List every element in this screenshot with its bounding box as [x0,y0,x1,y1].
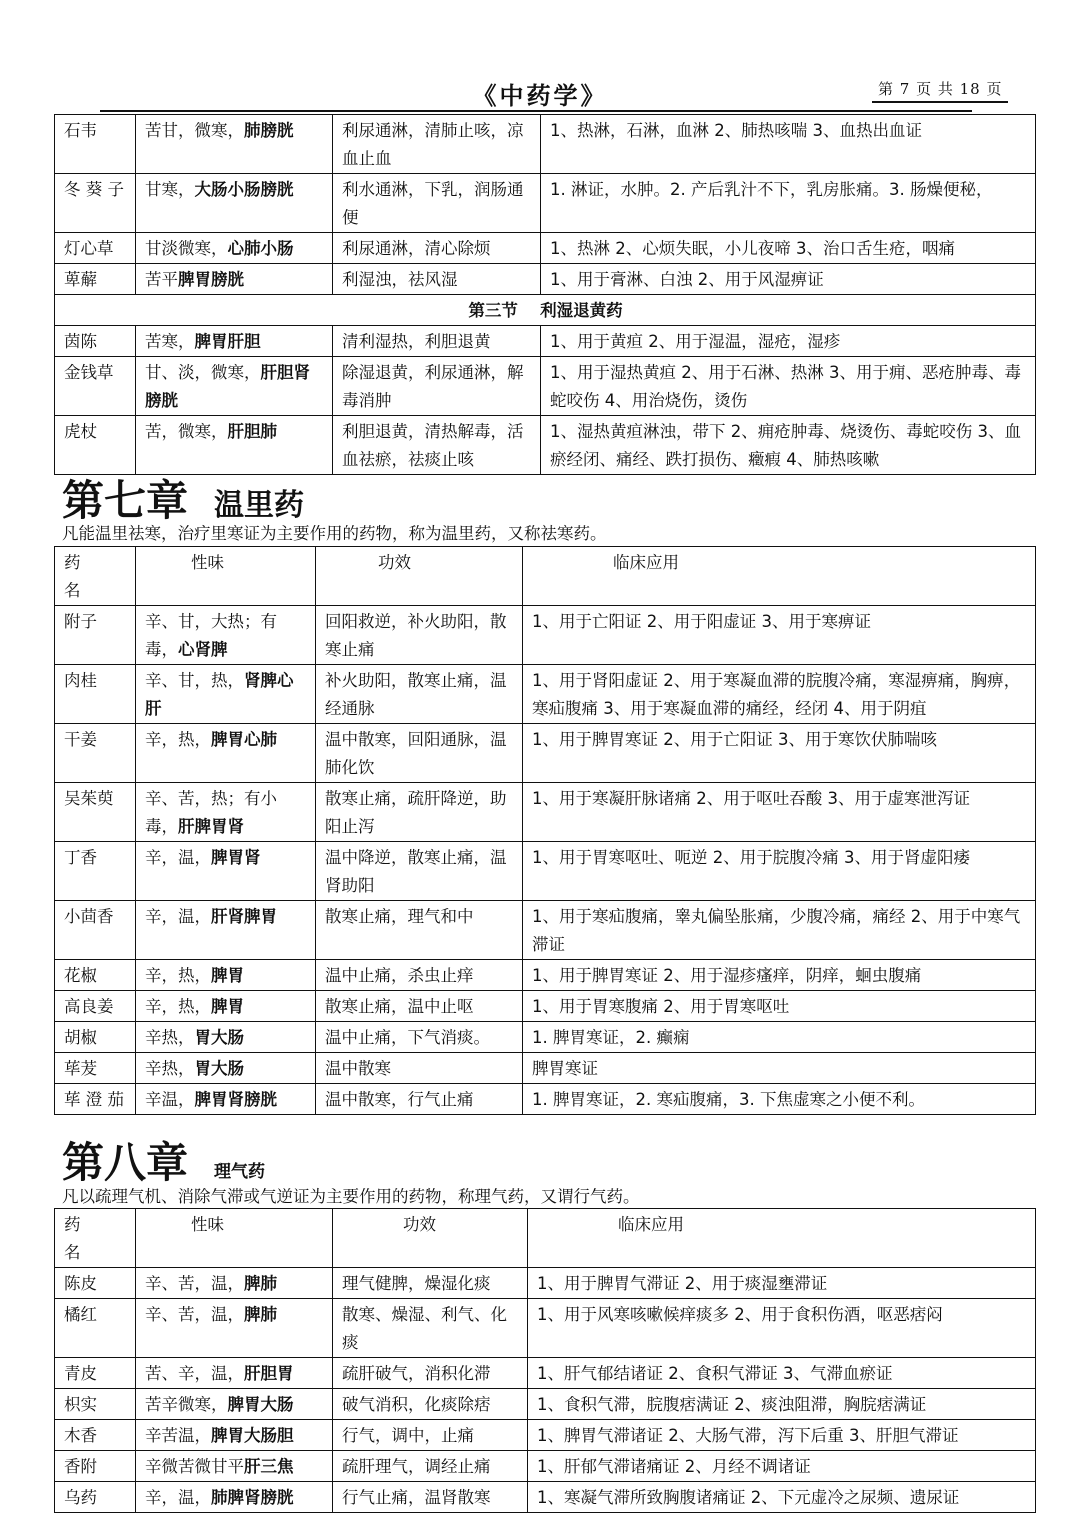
usage-cell [541,233,1036,264]
taste-text: 辛、甘，热， [145,671,244,690]
chapter-8-subtitle: 理气药 [214,1162,266,1182]
usage-text: 1、用于肾阳虚证 2、用于寒凝血滞的脘腹冷痛，寒湿痹痛，胸痹，寒疝腹痛 3、用于寒凝血滞的痛经，经闭 4、用于阴疽 [532,671,1021,718]
effect-cell [333,233,541,264]
nature-cell [136,326,333,357]
taste-text: 辛、苦，温， [145,1305,244,1324]
effect-text: 行气止痛，温肾散寒 [342,1488,491,1507]
usage-text: 脾胃寒证 [532,1059,598,1078]
taste-text: 苦寒， [145,332,195,351]
taste-text: 苦平 [145,270,178,289]
effect-text: 温中降逆，散寒止痛，温肾助阳 [325,848,507,895]
usage-text: 1、食积气滞，脘腹痞满证 2、痰浊阻滞，胸脘痞满证 [537,1395,927,1414]
usage-cell [528,1420,1036,1451]
chapter-7-title: 第七章 [62,476,189,525]
taste-text: 辛热， [145,1059,195,1078]
effect-cell [316,842,523,901]
nature-cell [136,960,316,991]
usage-cell [523,1022,1036,1053]
drug-name: 附子 [64,612,97,631]
effect-cell [333,1420,528,1451]
meridian-text: 心肺小肠 [227,239,294,258]
meridian-text: 脾肺 [244,1305,277,1324]
taste-text: 甘淡微寒， [145,239,228,258]
taste-text: 辛、甘，大热；有毒， [145,612,277,659]
effect-cell [333,326,541,357]
nature-cell [136,724,316,783]
meridian-text: 胃大肠 [194,1028,244,1047]
meridian-text: 心肾脾 [178,640,228,659]
taste-text: 辛，热， [145,966,211,985]
drug-name-cell [55,991,136,1022]
effect-text: 利湿浊，祛风湿 [342,270,458,289]
usage-text: 1、用于胃寒呕吐、呃逆 2、用于脘腹冷痛 3、用于肾虚阳痿 [532,848,970,867]
taste-text: 辛温， [145,1090,195,1109]
drug-name-cell [55,960,136,991]
effect-text: 温中止痛，杀虫止痒 [325,966,474,985]
usage-text: 1. 淋证，水肿。2. 产后乳汁不下，乳房胀痛。3. 肠燥便秘， [550,180,993,199]
table-row [55,1053,1036,1084]
table-row [55,1420,1036,1451]
effect-text: 疏肝理气，调经止痛 [342,1457,491,1476]
usage-cell [523,783,1036,842]
chapter-8-intro: 凡以疏理气机、消除气滞或气逆证为主要作用的药物，称理气药，又谓行气药。 [62,1187,640,1206]
effect-cell [316,1022,523,1053]
meridian-text: 脾胃膀胱 [178,270,244,289]
effect-text: 清利湿热，利胆退黄 [342,332,491,351]
chapter-8-heading [62,1130,265,1190]
nature-cell [136,174,333,233]
drug-name: 吴茱萸 [64,789,114,808]
drug-name: 丁香 [64,848,97,867]
meridian-text: 脾肺 [244,1274,277,1293]
drug-name: 乌药 [64,1488,97,1507]
effect-cell [333,1451,528,1482]
header-effect: 功效 [316,547,523,606]
effect-text: 除湿退黄，利尿通淋，解毒消肿 [342,363,524,410]
usage-cell [541,174,1036,233]
nature-cell [136,842,316,901]
usage-cell [541,416,1036,475]
drug-name: 冬 葵 子 [64,180,124,199]
meridian-text: 脾胃心肺 [211,730,277,749]
table-row [55,1022,1036,1053]
drug-name-cell [55,1451,136,1482]
effect-cell [316,1084,523,1115]
usage-text: 1、用于脾胃气滞证 2、用于痰湿壅滞证 [537,1274,828,1293]
usage-text: 1、脾胃气滞诸证 2、大肠气滞，泻下后重 3、肝胆气滞证 [537,1426,959,1445]
page-number: 第 7 页 共 18 页 [872,78,1008,103]
drug-name-cell [55,724,136,783]
nature-cell [136,1022,316,1053]
table-row [55,264,1036,295]
meridian-text: 肾脾心肝 [145,671,294,718]
meridian-text: 肝胆胃 [244,1364,294,1383]
drug-name: 枳实 [64,1395,97,1414]
usage-cell [523,665,1036,724]
table-header-row [55,547,1036,606]
taste-text: 辛，热， [145,730,211,749]
table-row [55,842,1036,901]
table-row [55,1268,1036,1299]
drug-name-cell [55,233,136,264]
nature-cell [136,1053,316,1084]
taste-text: 辛、苦，热；有小毒， [145,789,277,836]
usage-cell [541,264,1036,295]
drug-name-cell [55,665,136,724]
table-header-row [55,1209,1036,1268]
effect-cell [333,115,541,174]
nature-cell [136,1482,333,1513]
effect-cell [333,1299,528,1358]
effect-text: 散寒止痛，疏肝降逆，助阳止泻 [325,789,507,836]
table-row [55,901,1036,960]
drug-name: 灯心草 [64,239,114,258]
table-row [55,174,1036,233]
taste-text: 苦辛微寒， [145,1395,228,1414]
effect-text: 利胆退黄，清热解毒，活血祛瘀，祛痰止咳 [342,422,524,469]
nature-cell [136,665,316,724]
usage-cell [528,1299,1036,1358]
taste-text: 苦甘，微寒， [145,121,244,140]
taste-text: 辛，温， [145,848,211,867]
drug-name: 石韦 [64,121,97,140]
drug-name: 萆薢 [64,270,97,289]
effect-text: 补火助阳，散寒止痛，温经通脉 [325,671,507,718]
chapter-7-intro: 凡能温里祛寒，治疗里寒证为主要作用的药物，称为温里药，又称祛寒药。 [62,524,607,543]
header-drug: 药 名 [55,547,136,606]
effect-cell [316,960,523,991]
drug-name: 肉桂 [64,671,97,690]
drug-name: 荜 澄 茄 [64,1090,124,1109]
usage-cell [523,606,1036,665]
drug-name: 虎杖 [64,422,97,441]
usage-cell [523,724,1036,783]
table-row [55,1451,1036,1482]
nature-cell [136,1358,333,1389]
table-row [55,724,1036,783]
drug-name: 金钱草 [64,363,114,382]
effect-text: 温中散寒，回阳通脉，温肺化饮 [325,730,507,777]
usage-text: 1、热淋 2、心烦失眠，小儿夜啼 3、治口舌生疮，咽痛 [550,239,955,258]
drug-name-cell [55,606,136,665]
nature-cell [136,357,333,416]
taste-text: 辛，温， [145,1488,211,1507]
meridian-text: 脾胃肾膀胱 [194,1090,277,1109]
section-heading: 第三节 利湿退黄药 [55,295,1036,326]
table-row [55,1299,1036,1358]
drug-name: 花椒 [64,966,97,985]
usage-text: 1、用于亡阳证 2、用于阳虚证 3、用于寒痹证 [532,612,871,631]
meridian-text: 肝胆肾膀胱 [145,363,310,410]
usage-text: 1. 脾胃寒证，2. 癫痫 [532,1028,690,1047]
usage-cell [528,1451,1036,1482]
effect-text: 散寒止痛，理气和中 [325,907,474,926]
usage-text: 1、肝气郁结诸证 2、食积气滞证 3、气滞血瘀证 [537,1364,893,1383]
table-row [55,416,1036,475]
usage-text: 1、用于寒疝腹痛，睾丸偏坠胀痛，少腹冷痛，痛经 2、用于中寒气滞证 [532,907,1021,954]
taste-text: 辛，热， [145,997,211,1016]
drug-name-cell [55,1389,136,1420]
drug-name-cell [55,1420,136,1451]
effect-text: 温中止痛，下气消痰。 [325,1028,490,1047]
usage-text: 1、湿热黄疸淋浊，带下 2、痈疮肿毒、烧烫伤、毒蛇咬伤 3、血瘀经闭、痛经、跌打损伤、癥瘕 4、肺热咳嗽 [550,422,1021,469]
meridian-text: 肝肾脾胃 [211,907,277,926]
drug-name-cell [55,1084,136,1115]
drug-name-cell [55,416,136,475]
section-row [55,295,1036,326]
meridian-text: 肺脾肾膀胱 [211,1488,294,1507]
usage-text: 1、寒凝气滞所致胸腹诸痛证 2、下元虚冷之尿频、遗尿证 [537,1488,960,1507]
drug-name-cell [55,1268,136,1299]
usage-cell [523,1053,1036,1084]
effect-text: 行气，调中，止痛 [342,1426,474,1445]
usage-text: 1、用于脾胃寒证 2、用于亡阳证 3、用于寒饮伏肺喘咳 [532,730,937,749]
taste-text: 甘寒， [145,180,195,199]
usage-cell [528,1358,1036,1389]
table-row [55,1358,1036,1389]
nature-cell [136,416,333,475]
taste-text: 甘、淡，微寒， [145,363,261,382]
effect-text: 利水通淋，下乳，润肠通便 [342,180,524,227]
effect-text: 散寒、燥湿、利气、化痰 [342,1305,507,1352]
usage-cell [523,901,1036,960]
taste-text: 辛、苦，温， [145,1274,244,1293]
nature-cell [136,991,316,1022]
header-rule [100,110,972,112]
drug-name: 干姜 [64,730,97,749]
warming-drug-table [54,546,1036,1115]
usage-text: 1、肝郁气滞诸痛证 2、月经不调诸证 [537,1457,811,1476]
effect-text: 散寒止痛，温中止呕 [325,997,474,1016]
nature-cell [136,783,316,842]
effect-text: 破气消积，化痰除痞 [342,1395,491,1414]
drug-name: 木香 [64,1426,97,1445]
table-row [55,115,1036,174]
meridian-text: 大肠小肠膀胱 [194,180,294,199]
table-row [55,1084,1036,1115]
header-usage: 临床应用 [523,547,1036,606]
effect-cell [316,991,523,1022]
table-row [55,665,1036,724]
effect-text: 利尿通淋，清肺止咳，凉血止血 [342,121,524,168]
meridian-text: 肝胆肺 [227,422,277,441]
meridian-text: 肝三焦 [244,1457,294,1476]
table-row [55,606,1036,665]
drug-name: 香附 [64,1457,97,1476]
nature-cell [136,1389,333,1420]
effect-text: 利尿通淋，清心除烦 [342,239,491,258]
drug-name-cell [55,1053,136,1084]
meridian-text: 脾胃 [211,966,244,985]
usage-cell [541,357,1036,416]
drug-name-cell [55,174,136,233]
taste-text: 辛微苦微甘平 [145,1457,244,1476]
chapter-8-title: 第八章 [62,1138,189,1187]
drug-name-cell [55,842,136,901]
drug-name-cell [55,357,136,416]
meridian-text: 脾胃肾 [211,848,261,867]
header-drug: 药 名 [55,1209,136,1268]
nature-cell [136,115,333,174]
drug-name-cell [55,115,136,174]
drug-name-cell [55,1299,136,1358]
drug-name: 陈皮 [64,1274,97,1293]
header-usage: 临床应用 [528,1209,1036,1268]
nature-cell [136,606,316,665]
effect-cell [316,1053,523,1084]
usage-cell [523,842,1036,901]
effect-text: 温中散寒 [325,1059,391,1078]
table-row [55,233,1036,264]
usage-cell [528,1268,1036,1299]
effect-text: 理气健脾，燥湿化痰 [342,1274,491,1293]
effect-cell [333,264,541,295]
nature-cell [136,1299,333,1358]
meridian-text: 肺膀胱 [244,121,294,140]
taste-text: 辛热， [145,1028,195,1047]
usage-text: 1、用于脾胃寒证 2、用于湿疹瘙痒，阴痒，蛔虫腹痛 [532,966,922,985]
drug-name: 小茴香 [64,907,114,926]
taste-text: 苦，微寒， [145,422,228,441]
usage-text: 1、用于胃寒腹痛 2、用于胃寒呕吐 [532,997,790,1016]
nature-cell [136,264,333,295]
drug-name: 橘红 [64,1305,97,1324]
effect-text: 温中散寒，行气止痛 [325,1090,474,1109]
header-effect: 功效 [333,1209,528,1268]
usage-cell [528,1389,1036,1420]
effect-cell [316,724,523,783]
nature-cell [136,1451,333,1482]
usage-cell [523,991,1036,1022]
effect-cell [316,606,523,665]
effect-cell [316,901,523,960]
meridian-text: 胃大肠 [194,1059,244,1078]
nature-cell [136,901,316,960]
meridian-text: 脾胃肝胆 [194,332,261,351]
document-title: 《中药学》 [472,81,608,110]
drug-name-cell [55,326,136,357]
nature-cell [136,233,333,264]
table-row [55,991,1036,1022]
usage-text: 1、用于湿热黄疸 2、用于石淋、热淋 3、用于痈、恶疮肿毒、毒蛇咬伤 4、用治烧伤，烫伤 [550,363,1021,410]
nature-cell [136,1084,316,1115]
effect-text: 疏肝破气，消积化滞 [342,1364,491,1383]
drug-name-cell [55,783,136,842]
effect-text: 回阳救逆，补火助阳，散寒止痛 [325,612,507,659]
taste-text: 辛苦温， [145,1426,211,1445]
meridian-text: 脾胃大肠胆 [211,1426,294,1445]
nature-cell [136,1420,333,1451]
effect-cell [316,783,523,842]
usage-text: 1、用于膏淋、白浊 2、用于风湿痹证 [550,270,824,289]
effect-cell [316,665,523,724]
drug-name: 茵陈 [64,332,97,351]
usage-text: 1、用于黄疸 2、用于湿温，湿疮，湿疹 [550,332,841,351]
usage-cell [541,115,1036,174]
drug-name: 高良姜 [64,997,114,1016]
drug-name: 胡椒 [64,1028,97,1047]
qi-regulating-drug-table [54,1208,1036,1513]
table-row [55,326,1036,357]
usage-cell [541,326,1036,357]
table-row [55,1482,1036,1513]
nature-cell [136,1268,333,1299]
meridian-text: 肝脾胃肾 [178,817,244,836]
header-taste: 性味 [136,1209,333,1268]
table-row [55,357,1036,416]
taste-text: 苦、辛，温， [145,1364,244,1383]
usage-cell [528,1482,1036,1513]
effect-cell [333,1482,528,1513]
meridian-text: 脾胃 [211,997,244,1016]
usage-text: 1、热淋，石淋，血淋 2、肺热咳喘 3、血热出血证 [550,121,922,140]
effect-cell [333,416,541,475]
table-row [55,960,1036,991]
table-row [55,783,1036,842]
effect-cell [333,1358,528,1389]
drug-name-cell [55,1482,136,1513]
effect-cell [333,174,541,233]
diuretic-drug-table [54,114,1036,475]
drug-name-cell [55,901,136,960]
usage-cell [523,1084,1036,1115]
usage-text: 1、用于寒凝肝脉诸痛 2、用于呕吐吞酸 3、用于虚寒泄泻证 [532,789,970,808]
meridian-text: 脾胃大肠 [227,1395,294,1414]
usage-cell [523,960,1036,991]
drug-name: 荜茇 [64,1059,97,1078]
chapter-7-subtitle: 温里药 [214,488,305,523]
effect-cell [333,1389,528,1420]
effect-cell [333,1268,528,1299]
drug-name-cell [55,264,136,295]
drug-name: 青皮 [64,1364,97,1383]
header-taste: 性味 [136,547,316,606]
table-row [55,1389,1036,1420]
usage-text: 1、用于风寒咳嗽候痒痰多 2、用于食积伤酒，呕恶痞闷 [537,1305,943,1324]
chapter-7-heading [62,468,304,528]
drug-name-cell [55,1022,136,1053]
effect-cell [333,357,541,416]
usage-text: 1. 脾胃寒证，2. 寒疝腹痛，3. 下焦虚寒之小便不利。 [532,1090,925,1109]
drug-name-cell [55,1358,136,1389]
taste-text: 辛，温， [145,907,211,926]
